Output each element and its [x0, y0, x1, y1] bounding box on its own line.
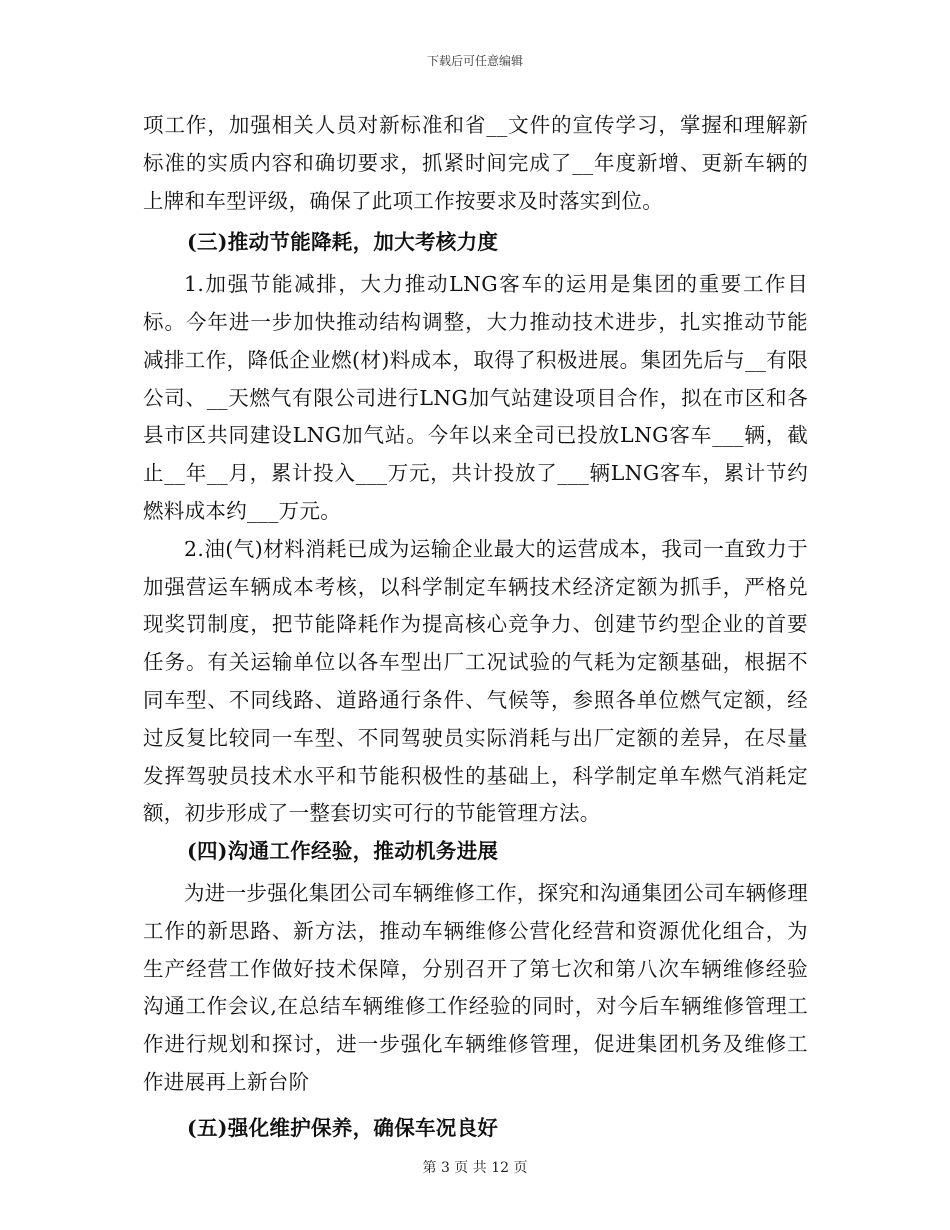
section-heading-5: (五)强化维护保养，确保车况良好 [187, 1115, 499, 1140]
section-heading-3: (三)推动节能降耗，加大考核力度 [187, 230, 499, 255]
page-footer: 第 3 页 共 12 页 [422, 1160, 528, 1176]
paragraph-lng: 1.加强节能减排，大力推动LNG客车的运用是集团的重要工作目标。今年进一步加快推动结构调整，大力推动技术进步，扎实推动节能减排工作，降低企业燃(材)料成本，取得了积极进展。集团先后与__有限公司、__天燃气有限公司进行LNG加气站建设项目合作，拟在市区和各县市区共同建设LNG加气站。今年以来全司已投放LNG客车___辆，截止__年__月，累计投入___万元，共计投放了___辆LNG客车，累计节约燃料成本约___万元。 [143, 272, 808, 523]
paragraph-continuation: 项工作，加强相关人员对新标准和省__文件的宣传学习，掌握和理解新标准的实质内容和确切要求，抓紧时间完成了__年度新增、更新车辆的上牌和车型评级，确保了此项工作按要求及时落实到位。 [143, 113, 808, 213]
section-heading-4: (四)沟通工作经验，推动机务进展 [187, 839, 499, 864]
document-body [143, 107, 808, 1148]
paragraph-fuel-cost: 2.油(气)材料消耗已成为运输企业最大的运营成本，我司一直致力于加强营运车辆成本考核，以科学制定车辆技术经济定额为抓手，严格兑现奖罚制度，把节能降耗作为提高核心竞争力、创建节约型企业的首要任务。有关运输单位以各车型出厂工况试验的气耗为定额基础，根据不同车型、不同线路、道路通行条件、气候等，参照各单位燃气定额，经过反复比较同一车型、不同驾驶员实际消耗与出厂定额的差异，在尽量发挥驾驶员技术水平和节能积极性的基础上，科学制定单车燃气消耗定额，初步形成了一整套切实可行的节能管理方法。 [143, 536, 808, 826]
paragraph-maintenance: 为进一步强化集团公司车辆维修工作，探究和沟通集团公司车辆修理工作的新思路、新方法，推动车辆维修公营化经营和资源优化组合，为生产经营工作做好技术保障，分别召开了第七次和第八次车辆维修经验沟通工作会议,在总结车辆维修工作经验的同时，对今后车辆维修管理工作进行规划和探讨，进一步强化车辆维修管理，促进集团机务及维修工作进展再上新台阶 [143, 880, 808, 1094]
page-header: 下载后可任意编辑 [426, 54, 523, 68]
